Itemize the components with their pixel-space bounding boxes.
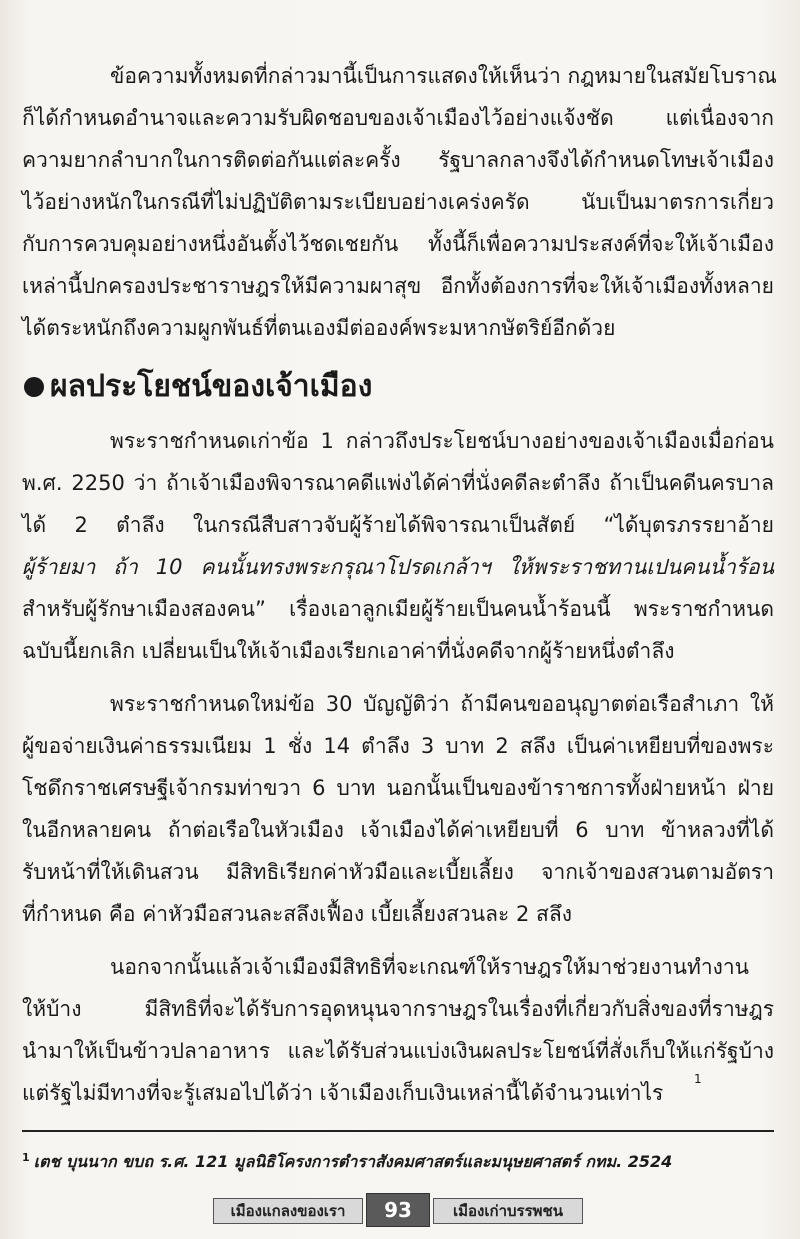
footnote xyxy=(22,1150,672,1175)
footer-chapter-title: เมืองเก่าบรรพชน xyxy=(433,1198,583,1224)
paragraph-line: พ.ศ. 2250 ว่า ถ้าเจ้าเมืองพิจารณาคดีแพ่งได้ค่าที่นั่งคดีละตำลึง ถ้าเป็นคดีนครบาล xyxy=(22,471,774,495)
paragraph-line: กับการควบคุมอย่างหนึ่งอันตั้งไว้ชดเชยกัน ทั้งนี้ก็เพื่อความประสงค์ที่จะให้เจ้าเมือง xyxy=(22,232,774,256)
paragraph-line: ในอีกหลายคน ถ้าต่อเรือในหัวเมือง เจ้าเมืองได้ค่าเหยียบที่ 6 บาท ข้าหลวงที่ได้ xyxy=(22,818,774,842)
footer-book-title: เมืองแกลงของเรา xyxy=(213,1198,363,1224)
paragraph-line: ไว้อย่างหนักในกรณีที่ไม่ปฏิบัติตามระเบียบอย่างเคร่งครัด นับเป็นมาตรการเกี่ยว xyxy=(22,190,774,214)
footnote-reference: 1 xyxy=(694,1072,702,1086)
paragraph-line: ข้อความทั้งหมดที่กล่าวมานี้เป็นการแสดงให้เห็นว่า กฎหมายในสมัยโบราณ xyxy=(110,64,777,88)
paragraph-line: ที่กำหนด คือ ค่าหัวมือสวนละสลึงเฟื้อง เบี้ยเลี้ยงสวนละ 2 สลึง xyxy=(22,902,572,926)
paragraph-line: เหล่านี้ปกครองประชาราษฎรให้มีความผาสุข อีกทั้งต้องการที่จะให้เจ้าเมืองทั้งหลาย xyxy=(22,274,774,298)
paragraph-line: โชดึกราชเศรษฐีเจ้ากรมท่าขวา 6 บาท นอกนั้นเป็นของข้าราชการทั้งฝ่ายหน้า ฝ่าย xyxy=(22,776,774,800)
section-heading-text: ผลประโยชน์ของเจ้าเมือง xyxy=(50,369,373,404)
paragraph-line: รับหน้าที่ให้เดินสวน มีสิทธิเรียกค่าหัวมือและเบี้ยเลี้ยง จากเจ้าของสวนตามอัตรา xyxy=(22,860,774,884)
paragraph-line: พระราชกำหนดใหม่ข้อ 30 บัญญัติว่า ถ้ามีคนขออนุญาตต่อเรือสำเภา ให้ xyxy=(110,692,774,716)
paragraph-line: ผู้ขอจ่ายเงินค่าธรรมเนียม 1 ชั่ง 14 ตำลึง 3 บาท 2 สลึง เป็นค่าเหยียบที่ของพระ xyxy=(22,734,774,758)
paragraph-line: ก็ได้กำหนดอำนาจและความรับผิดชอบของเจ้าเมืองไว้อย่างแจ้งชัด แต่เนื่องจาก xyxy=(22,106,774,130)
paragraph-line: สำหรับผู้รักษาเมืองสองคน” เรื่องเอาลูกเมียผู้ร้ายเป็นคนน้ำร้อนนี้ พระราชกำหนด xyxy=(22,597,774,621)
paragraph-line: พระราชกำหนดเก่าข้อ 1 กล่าวถึงประโยชน์บางอย่างของเจ้าเมืองเมื่อก่อน xyxy=(110,429,774,453)
paragraph-line: ให้บ้าง มีสิทธิที่จะได้รับการอุดหนุนจากราษฎรในเรื่องที่เกี่ยวกับสิ่งของที่ราษฎร xyxy=(22,997,774,1021)
paragraph-line: ความยากลำบากในการติดต่อกันแต่ละครั้ง รัฐบาลกลางจึงได้กำหนดโทษเจ้าเมือง xyxy=(22,148,774,172)
paragraph-line: ฉบับนี้ยกเลิก เปลี่ยนเป็นให้เจ้าเมืองเรียกเอาค่าที่นั่งคดีจากผู้ร้ายหนึ่งตำลึง xyxy=(22,639,675,663)
paragraph-line: นอกจากนั้นแล้วเจ้าเมืองมีสิทธิที่จะเกณฑ์ให้ราษฎรให้มาช่วยงานทำงาน xyxy=(110,955,750,979)
footnote-mark: 1 xyxy=(22,1150,30,1164)
paragraph-line: นำมาให้เป็นข้าวปลาอาหาร และได้รับส่วนแบ่งเงินผลประโยชน์ที่สั่งเก็บให้แก่รัฐบ้าง xyxy=(22,1039,774,1063)
quoted-line: ผู้ร้ายมา ถ้า 10 คนนั้นทรงพระกรุณาโปรดเกล้าฯ ให้พระราชทานเปนคนน้ำร้อน xyxy=(22,555,774,579)
footnote-divider xyxy=(22,1130,774,1132)
section-heading xyxy=(24,367,372,407)
page-number: 93 xyxy=(366,1193,430,1227)
paragraph-line: แต่รัฐไม่มีทางที่จะรู้เสมอไปได้ว่า เจ้าเมืองเก็บเงินเหล่านี้ได้จำนวนเท่าไร xyxy=(22,1081,664,1105)
bullet-icon xyxy=(24,377,44,397)
paragraph-line: ได้ 2 ตำลึง ในกรณีสืบสาวจับผู้ร้ายได้พิจารณาเป็นสัตย์ “ได้บุตรภรรยาอ้าย xyxy=(22,513,774,537)
footnote-text: เตช บุนนาก ขบถ ร.ศ. 121 มูลนิธิโครงการตำราสังคมศาสตร์และมนุษยศาสตร์ กทม. 2524 xyxy=(33,1152,673,1171)
paragraph-line: ได้ตระหนักถึงความผูกพันธ์ที่ตนเองมีต่อองค์พระมหากษัตริย์อีกด้วย xyxy=(22,316,616,340)
